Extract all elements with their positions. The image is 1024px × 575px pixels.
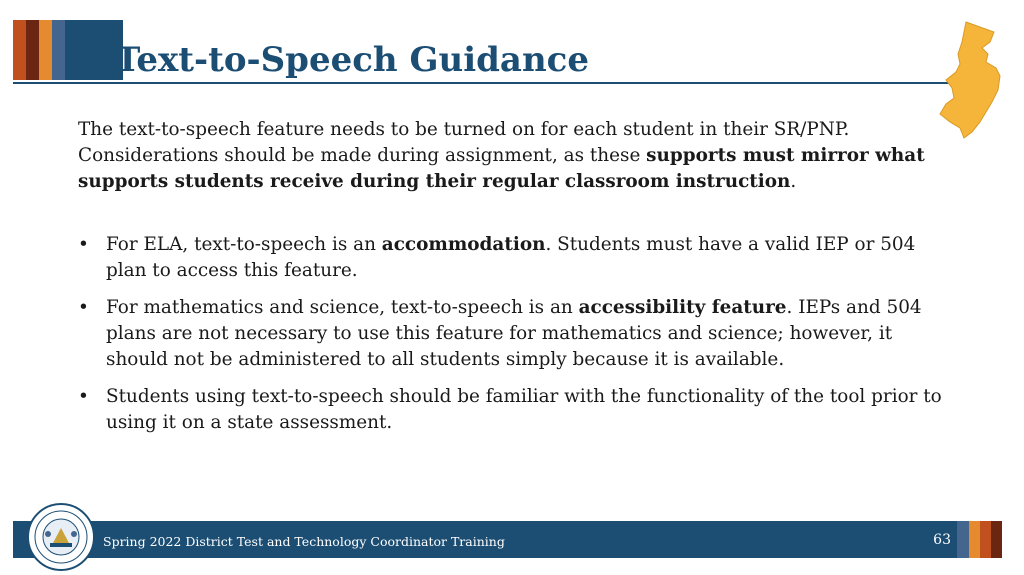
stripe-slate <box>52 20 65 80</box>
bullet-text-end: . IEPs and 504 plans are not necessary to use this feature for mathematics and science; however, it should not be administered to all students simply because it is available. <box>106 297 922 370</box>
new-jersey-map-icon <box>936 18 1008 142</box>
title-underline <box>13 82 975 84</box>
footer-color-stripes <box>957 521 1002 558</box>
bullet-icon: • <box>78 297 89 318</box>
bullet-item-familiarity <box>78 384 948 436</box>
bullet-emphasis: accommodation <box>381 234 546 255</box>
stripe-orange <box>969 521 980 558</box>
bullet-text: Students using text-to-speech should be familiar with the functionality of the tool prior to using it on a state assessment. <box>106 386 942 433</box>
header-color-stripes <box>13 20 123 80</box>
intro-paragraph <box>78 117 938 195</box>
nj-department-of-education-seal-icon <box>26 502 96 572</box>
footer-title: Spring 2022 District Test and Technology Coordinator Training <box>103 534 505 549</box>
bullet-item-math-science <box>78 295 948 373</box>
slide-title: Text-to-Speech Guidance <box>115 40 589 80</box>
page-number: 63 <box>933 532 951 548</box>
intro-text-end: . <box>790 171 797 192</box>
bullet-text: For mathematics and science, text-to-speech is an <box>106 297 579 318</box>
bullet-icon: • <box>78 234 89 255</box>
stripe-rust <box>13 20 26 80</box>
bullet-text-end: . Students must have a valid IEP or 504 plan to access this feature. <box>106 234 916 281</box>
stripe-brown <box>26 20 39 80</box>
bullet-item-ela <box>78 232 948 284</box>
guidance-bullet-list <box>78 232 948 447</box>
stripe-orange <box>39 20 52 80</box>
bullet-text: For ELA, text-to-speech is an <box>106 234 382 255</box>
bullet-icon: • <box>78 386 89 407</box>
intro-text: The text-to-speech feature needs to be turned on for each student in their SR/PNP. Considerations should be made during assignment, as these <box>78 119 850 166</box>
stripe-brown <box>991 521 1002 558</box>
stripe-rust <box>980 521 991 558</box>
stripe-slate <box>957 521 969 558</box>
bullet-emphasis: accessibility feature <box>578 297 787 318</box>
intro-emphasis: supports must mirror what supports students receive during their regular classroom instruction <box>78 145 925 192</box>
